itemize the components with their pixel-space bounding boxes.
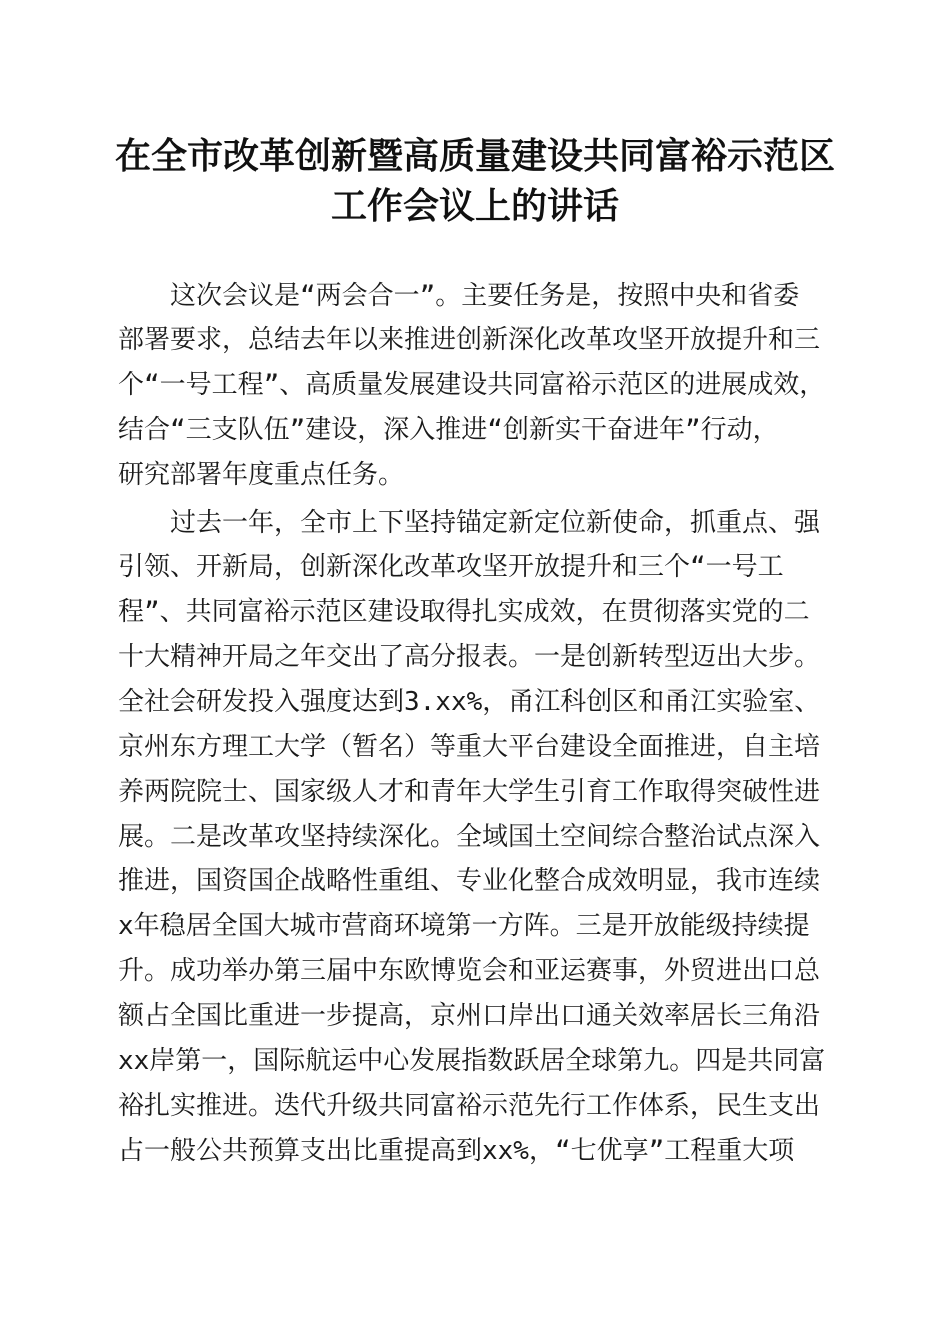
paragraph-line: 推进，国资国企战略性重组、专业化整合成效明显，我市连续	[118, 866, 821, 896]
paragraph-line: 展。二是改革攻坚持续深化。全域国土空间综合整治试点深入	[118, 822, 821, 852]
paragraph-line: 研究部署年度重点任务。	[118, 460, 405, 490]
paragraph-line: 结合“三支队伍”建设，深入推进“创新实干奋进年”行动，	[118, 415, 779, 445]
paragraph-line: 全社会研发投入强度达到3.xx%，甬江科创区和甬江实验室、	[118, 687, 821, 717]
document-title-line-2: 工作会议上的讲话	[330, 185, 619, 227]
paragraph-line: 京州东方理工大学（暂名）等重大平台建设全面推进，自主培	[118, 732, 821, 762]
paragraph-line: 裕扎实推进。迭代升级共同富裕示范先行工作体系，民生支出	[118, 1091, 821, 1121]
paragraph-line: 个“一号工程”、高质量发展建设共同富裕示范区的进展成效，	[118, 370, 826, 400]
paragraph-line: 十大精神开局之年交出了高分报表。一是创新转型迈出大步。	[118, 642, 821, 672]
paragraph-line: 额占全国比重进一步提高，京州口岸出口通关效率居长三角沿	[118, 1001, 821, 1031]
paragraph-line: 占一般公共预算支出比重提高到xx%，“七优享”工程重大项	[118, 1136, 795, 1166]
paragraph-line: 过去一年，全市上下坚持锚定新定位新使命，抓重点、强	[170, 508, 821, 538]
paragraph-line: xx岸第一，国际航运中心发展指数跃居全球第九。四是共同富	[118, 1046, 826, 1076]
paragraph-line: 程”、共同富裕示范区建设取得扎实成效，在贯彻落实党的二	[118, 597, 810, 627]
paragraph-line: 部署要求，总结去年以来推进创新深化改革攻坚开放提升和三	[118, 325, 821, 355]
paragraph-line: 养两院院士、国家级人才和青年大学生引育工作取得突破性进	[118, 777, 821, 807]
paragraph-line: 引领、开新局，创新深化改革攻坚开放提升和三个“一号工	[118, 552, 784, 582]
paragraph-line: 升。成功举办第三届中东欧博览会和亚运赛事，外贸进出口总	[118, 956, 821, 986]
paragraph-line: 这次会议是“两会合一”。主要任务是，按照中央和省委	[170, 281, 800, 311]
paragraph-line: x年稳居全国大城市营商环境第一方阵。三是开放能级持续提	[118, 911, 810, 941]
document-title-line-1: 在全市改革创新暨高质量建设共同富裕示范区	[114, 135, 835, 177]
